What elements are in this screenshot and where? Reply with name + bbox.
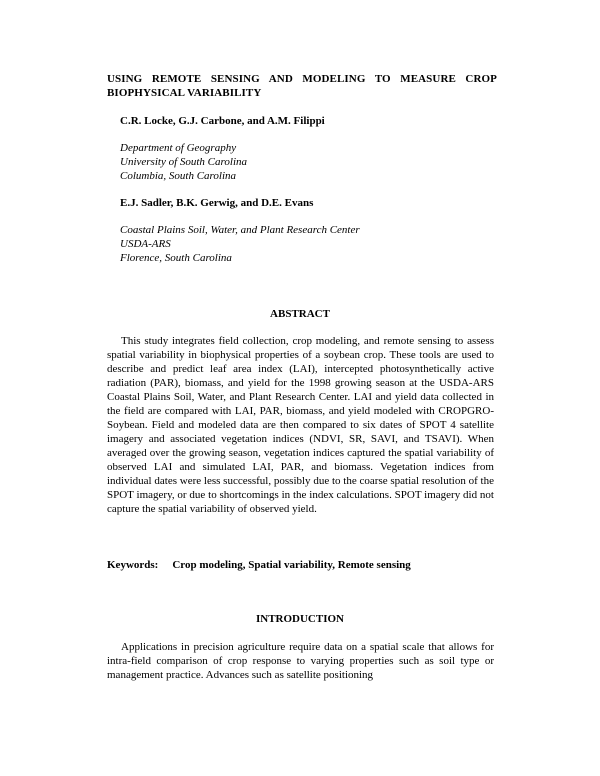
keywords-line: [107, 558, 411, 572]
author-list-1: C.R. Locke, G.J. Carbone, and A.M. Filippi: [120, 115, 325, 127]
affiliation-line: Department of Geography: [120, 142, 237, 154]
introduction-paragraph: Applications in precision agriculture require data on a spatial scale that allows for intra-field comparison of crop response to varying properties such as soil type or management practice. Advances such as satellite positioning: [107, 641, 494, 681]
keywords-value: Crop modeling, Spatial variability, Remote sensing: [172, 559, 411, 571]
paper-title: USING REMOTE SENSING AND MODELING TO MEASURE CROP BIOPHYSICAL VARIABILITY: [107, 73, 497, 99]
abstract-heading: ABSTRACT: [270, 308, 330, 320]
introduction-heading: INTRODUCTION: [255, 613, 344, 625]
affiliation-line: Coastal Plains Soil, Water, and Plant Research Center: [120, 224, 360, 236]
affiliation-2: [120, 223, 360, 265]
keywords-label: Keywords:: [107, 559, 159, 571]
affiliation-1: [120, 141, 247, 183]
affiliation-line: USDA-ARS: [120, 238, 171, 250]
abstract-paragraph: This study integrates field collection, crop modeling, and remote sensing to assess spatial variability in biophysical properties of a soybean crop. These tools are used to describe and predict leaf area index (LAI), intercepted photosynthetically active radiation (PAR), biomass, and yield for the 1998 growing season at the USDA-ARS Coastal Plains Soil, Water, and Plant Research Center. LAI and yield data collected in the field are compared with LAI, PAR, biomass, and yield modeled with CROPGRO-Soybean. Field and modeled data are then compared to six dates of SPOT 4 satellite imagery and associated vegetation indices (NDVI, SR, SAVI, and TSAVI). When averaged over the growing season, vegetation indices captured the spatial variability of observed LAI and simulated LAI, PAR, and biomass. Vegetation indices from individual dates were less successful, possibly due to the coarse spatial resolution of the SPOT imagery, or due to shortcomings in the index calculations. SPOT imagery did not capture the spatial variability of observed yield.: [107, 335, 494, 515]
affiliation-line: Florence, South Carolina: [120, 252, 232, 264]
affiliation-line: University of South Carolina: [120, 156, 248, 168]
affiliation-line: Columbia, South Carolina: [120, 170, 237, 182]
author-list-2: E.J. Sadler, B.K. Gerwig, and D.E. Evans: [120, 197, 314, 209]
